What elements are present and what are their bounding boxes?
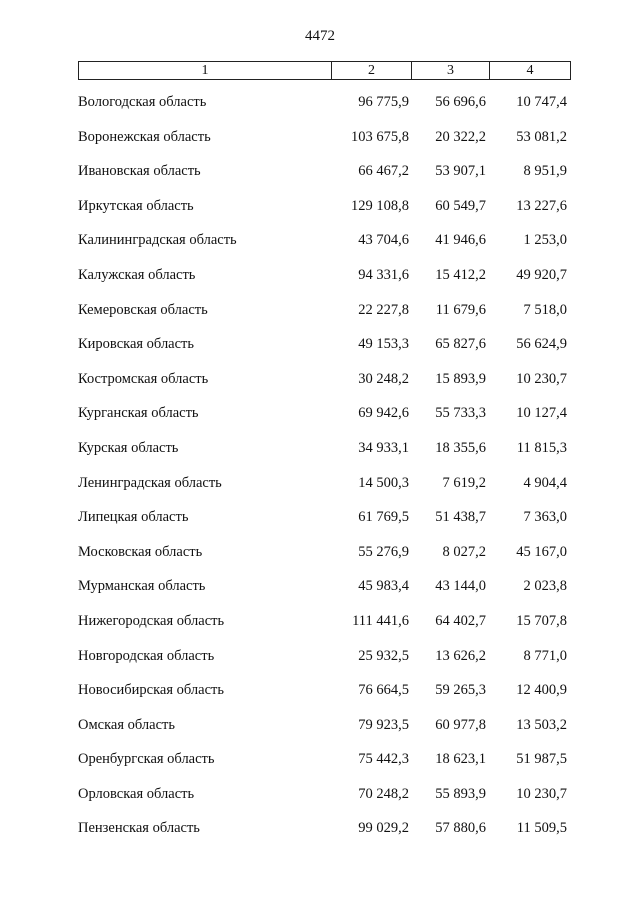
value-col-2: 111 441,6: [352, 612, 409, 629]
value-col-4: 11 815,3: [516, 439, 567, 456]
region-name: Новгородская область: [78, 647, 215, 664]
table-row: [0, 467, 640, 502]
value-col-4: 12 400,9: [516, 682, 567, 699]
value-col-3: 53 907,1: [435, 163, 486, 180]
table-row: [0, 432, 640, 467]
region-name: Новосибирская область: [78, 682, 224, 699]
value-col-2: 66 467,2: [358, 163, 409, 180]
value-col-3: 64 402,7: [435, 612, 486, 629]
value-col-4: 51 987,5: [516, 751, 567, 768]
table-row: [0, 605, 640, 640]
table-row: [0, 640, 640, 675]
value-col-4: 45 167,0: [516, 543, 567, 560]
header-col-1: 1: [79, 62, 332, 79]
region-name: Оренбургская область: [78, 751, 215, 768]
value-col-3: 51 438,7: [435, 509, 486, 526]
region-name: Кемеровская область: [78, 301, 208, 318]
region-name: Иркутская область: [78, 197, 194, 214]
value-col-4: 10 127,4: [516, 405, 567, 422]
value-col-3: 57 880,6: [435, 820, 486, 837]
region-name: Орловская область: [78, 785, 195, 802]
table-row: [0, 328, 640, 363]
value-col-3: 15 893,9: [435, 370, 486, 387]
table-row: [0, 536, 640, 571]
region-name: Мурманская область: [78, 578, 206, 595]
value-col-4: 2 023,8: [523, 578, 567, 595]
value-col-4: 15 707,8: [516, 612, 567, 629]
value-col-4: 53 081,2: [516, 128, 567, 145]
region-name: Воронежская область: [78, 128, 211, 145]
value-col-3: 41 946,6: [435, 232, 486, 249]
value-col-4: 49 920,7: [516, 266, 567, 283]
region-name: Калининградская область: [78, 232, 237, 249]
value-col-4: 56 624,9: [516, 336, 567, 353]
value-col-3: 15 412,2: [435, 266, 486, 283]
value-col-3: 20 322,2: [435, 128, 486, 145]
value-col-4: 13 227,6: [516, 197, 567, 214]
value-col-3: 43 144,0: [435, 578, 486, 595]
value-col-4: 10 230,7: [516, 370, 567, 387]
value-col-3: 59 265,3: [435, 682, 486, 699]
value-col-3: 18 623,1: [435, 751, 486, 768]
value-col-4: 7 518,0: [523, 301, 567, 318]
value-col-3: 11 679,6: [435, 301, 486, 318]
value-col-3: 7 619,2: [442, 474, 486, 491]
value-col-2: 79 923,5: [358, 716, 409, 733]
region-name: Нижегородская область: [78, 612, 225, 629]
value-col-3: 18 355,6: [435, 439, 486, 456]
value-col-2: 30 248,2: [358, 370, 409, 387]
table-row: [0, 778, 640, 813]
region-name: Вологодская область: [78, 94, 207, 110]
value-col-2: 94 331,6: [358, 266, 409, 283]
table-row: [0, 570, 640, 605]
value-col-4: 8 951,9: [523, 163, 567, 180]
table-row: [0, 743, 640, 778]
value-col-2: 96 775,9: [358, 94, 409, 110]
region-name: Костромская область: [78, 370, 209, 387]
table-row: [0, 709, 640, 744]
value-col-4: 10 747,4: [516, 94, 567, 110]
value-col-2: 99 029,2: [358, 820, 409, 837]
value-col-2: 76 664,5: [358, 682, 409, 699]
value-col-3: 55 733,3: [435, 405, 486, 422]
region-name: Ивановская область: [78, 163, 201, 180]
value-col-2: 129 108,8: [351, 197, 409, 214]
region-name: Пензенская область: [78, 820, 200, 837]
header-col-4: 4: [526, 63, 534, 78]
region-name: Калужская область: [78, 266, 196, 283]
value-col-2: 14 500,3: [358, 474, 409, 491]
value-col-4: 7 363,0: [523, 509, 567, 526]
table-row: [0, 294, 640, 329]
value-col-4: 8 771,0: [523, 647, 567, 664]
value-col-2: 75 442,3: [358, 751, 409, 768]
table-row: [0, 501, 640, 536]
value-col-2: 69 942,6: [358, 405, 409, 422]
value-col-2: 103 675,8: [351, 128, 409, 145]
value-col-4: 1 253,0: [523, 232, 567, 249]
value-col-2: 61 769,5: [358, 509, 409, 526]
region-name: Омская область: [78, 716, 175, 733]
value-col-4: 13 503,2: [516, 716, 567, 733]
value-col-2: 43 704,6: [358, 232, 409, 249]
value-col-3: 55 893,9: [435, 785, 486, 802]
region-name: Ленинградская область: [78, 474, 222, 491]
region-name: Курганская область: [78, 405, 199, 422]
value-col-2: 25 932,5: [358, 647, 409, 664]
value-col-4: 11 509,5: [516, 820, 567, 837]
value-col-2: 34 933,1: [358, 439, 409, 456]
table-row: [0, 86, 640, 121]
table-row: [0, 259, 640, 294]
value-col-3: 60 977,8: [435, 716, 486, 733]
header-col-3: 3: [412, 62, 490, 79]
value-col-4: 4 904,4: [523, 474, 567, 491]
value-col-3: 56 696,6: [435, 94, 486, 110]
table-header: [78, 61, 571, 80]
region-name: Московская область: [78, 543, 203, 560]
table-row: [0, 224, 640, 259]
value-col-2: 49 153,3: [358, 336, 409, 353]
table-row: [0, 190, 640, 225]
table-row: [0, 155, 640, 190]
value-col-3: 8 027,2: [442, 543, 486, 560]
table-row: [0, 674, 640, 709]
value-col-4: 10 230,7: [516, 785, 567, 802]
table-row: [0, 121, 640, 156]
value-col-3: 13 626,2: [435, 647, 486, 664]
value-col-3: 65 827,6: [435, 336, 486, 353]
table-row: [0, 397, 640, 432]
value-col-2: 22 227,8: [358, 301, 409, 318]
table-row: [0, 363, 640, 398]
header-col-2: 2: [332, 62, 412, 79]
page-number: 4472: [305, 28, 335, 44]
table-body: [0, 86, 640, 847]
value-col-2: 55 276,9: [358, 543, 409, 560]
region-name: Курская область: [78, 439, 179, 456]
value-col-3: 60 549,7: [435, 197, 486, 214]
value-col-2: 45 983,4: [358, 578, 409, 595]
table-row: [0, 812, 640, 847]
value-col-2: 70 248,2: [358, 785, 409, 802]
region-name: Липецкая область: [78, 509, 189, 526]
region-name: Кировская область: [78, 336, 195, 353]
